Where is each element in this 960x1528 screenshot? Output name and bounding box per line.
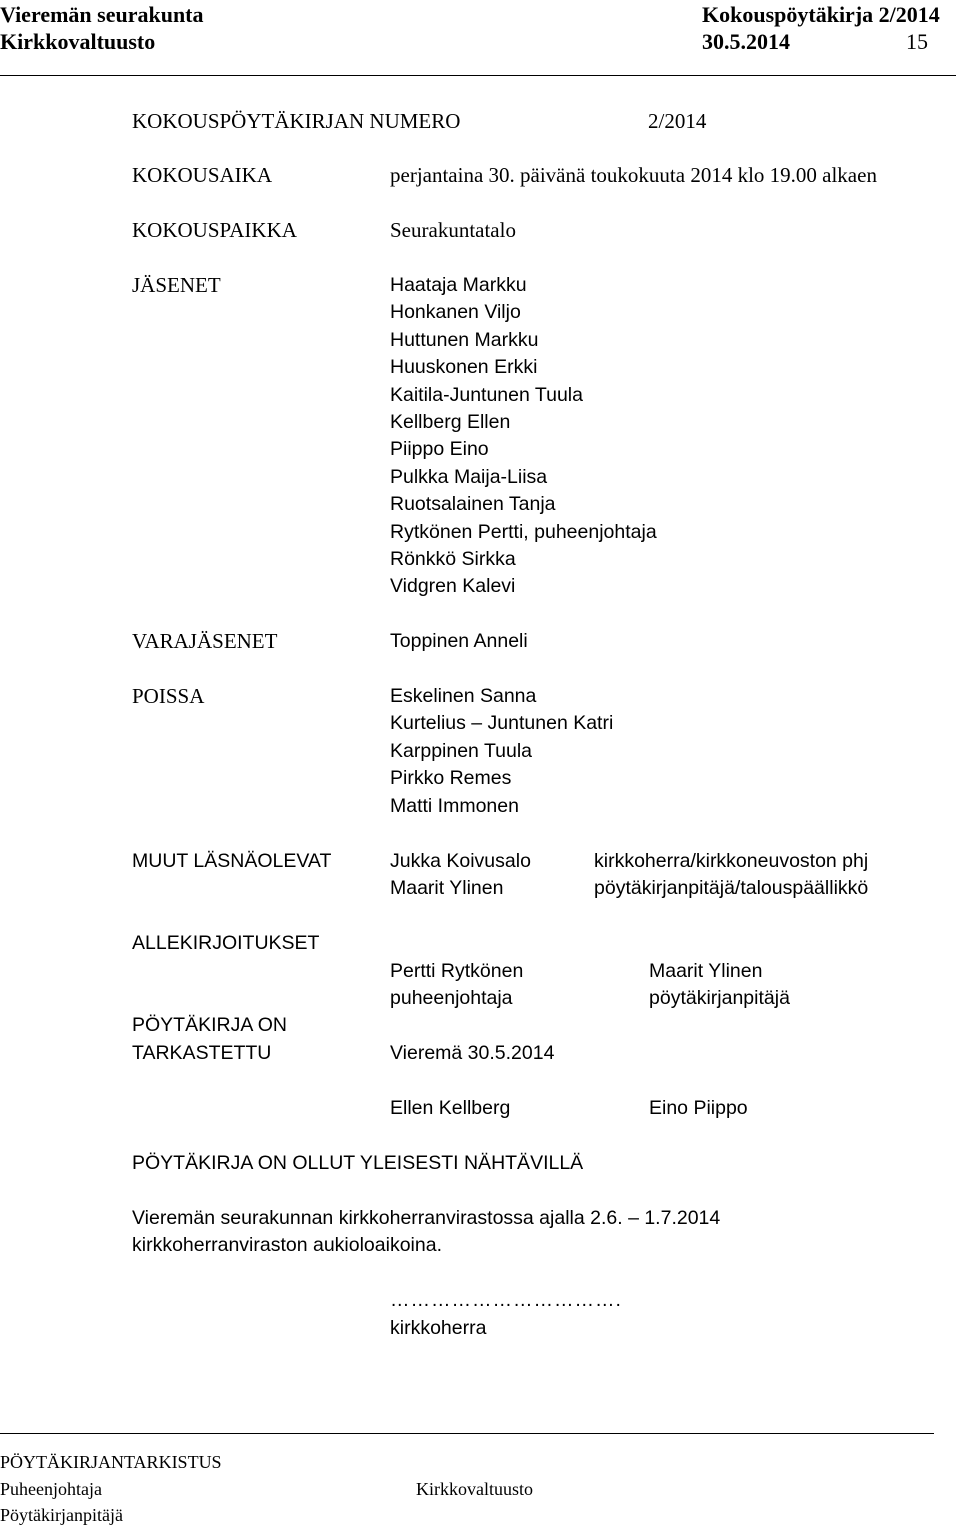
members-list [390, 272, 657, 601]
secretary-role: pöytäkirjanpitäjä [649, 987, 790, 1009]
members-label: JÄSENET [132, 273, 221, 297]
absent-name: Karppinen Tuula [390, 739, 533, 762]
member-name: Pulkka Maija-Liisa [390, 465, 548, 488]
footer-chair: Puheenjohtaja [0, 1479, 102, 1499]
public-display-line2: kirkkoherranviraston aukioloaikoina. [132, 1234, 442, 1256]
checker-name: Eino Piippo [649, 1097, 748, 1119]
header-body: Kirkkovaltuusto [0, 29, 156, 54]
header-parish: Vieremän seurakunta [0, 2, 204, 27]
meeting-number-value: 2/2014 [648, 109, 707, 133]
signature-title: kirkkoherra [390, 1317, 487, 1339]
member-name: Rytkönen Pertti, puheenjohtaja [390, 520, 657, 543]
signatures-label: ALLEKIRJOITUKSET [132, 932, 320, 954]
member-name: Kaitila-Juntunen Tuula [390, 383, 583, 406]
header-page-number: 15 [906, 29, 928, 54]
verification-label-line2: TARKASTETTU [132, 1042, 272, 1064]
absent-name: Eskelinen Sanna [390, 685, 537, 707]
absent-label: POISSA [132, 684, 205, 708]
header-document: Kokouspöytäkirja 2/2014 [702, 2, 940, 27]
member-name: Haataja Markku [390, 274, 527, 296]
header-date: 30.5.2014 [702, 29, 790, 54]
meeting-number-label: KOKOUSPÖYTÄKIRJAN NUMERO [132, 109, 461, 133]
absent-list [390, 683, 613, 820]
checker-name: Ellen Kellberg [390, 1097, 511, 1119]
member-name: Honkanen Viljo [390, 301, 521, 324]
absent-name: Matti Immonen [390, 794, 519, 817]
other-person-role: kirkkoherra/kirkkoneuvoston phj [594, 850, 869, 872]
other-person-name: Maarit Ylinen [390, 877, 504, 899]
member-name: Huttunen Markku [390, 328, 539, 351]
footer-secretary: Pöytäkirjanpitäjä [0, 1505, 123, 1525]
deputies-label: VARAJÄSENET [132, 629, 278, 653]
others-label: MUUT LÄSNÄOLEVAT [132, 850, 332, 872]
verification-label-line1: PÖYTÄKIRJA ON [132, 1014, 287, 1036]
public-display-line1: Vieremän seurakunnan kirkkoherranvirastossa ajalla 2.6. – 1.7.2014 [132, 1207, 721, 1229]
meeting-time-label: KOKOUSAIKA [132, 163, 272, 187]
absent-name: Pirkko Remes [390, 767, 512, 790]
member-name: Huuskonen Erkki [390, 356, 538, 379]
other-person-name: Jukka Koivusalo [390, 850, 531, 872]
chair-role: puheenjohtaja [390, 987, 513, 1009]
footer-rule [0, 1433, 934, 1434]
member-name: Vidgren Kalevi [390, 575, 516, 598]
verification-place-date: Vieremä 30.5.2014 [390, 1042, 555, 1064]
meeting-place-label: KOKOUSPAIKKA [132, 218, 297, 242]
header-rule [0, 75, 956, 76]
secretary-name: Maarit Ylinen [649, 960, 763, 982]
signature-dots: ……………………………. [390, 1289, 622, 1311]
other-person-role: pöytäkirjanpitäjä/talouspäällikkö [594, 877, 869, 899]
absent-name: Kurtelius – Juntunen Katri [390, 712, 614, 735]
meeting-time-value: perjantaina 30. päivänä toukokuuta 2014 klo 19.00 alkaen [390, 163, 877, 187]
public-display-heading: PÖYTÄKIRJA ON OLLUT YLEISESTI NÄHTÄVILLÄ [132, 1152, 584, 1174]
chair-name: Pertti Rytkönen [390, 960, 524, 982]
member-name: Ruotsalainen Tanja [390, 493, 556, 516]
footer-council: Kirkkovaltuusto [416, 1479, 533, 1499]
meeting-place-value: Seurakuntatalo [390, 218, 516, 242]
member-name: Piippo Eino [390, 438, 489, 461]
member-name: Kellberg Ellen [390, 411, 511, 434]
member-name: Rönkkö Sirkka [390, 548, 516, 571]
footer-title: PÖYTÄKIRJANTARKISTUS [0, 1452, 222, 1472]
deputy-name: Toppinen Anneli [390, 630, 528, 652]
